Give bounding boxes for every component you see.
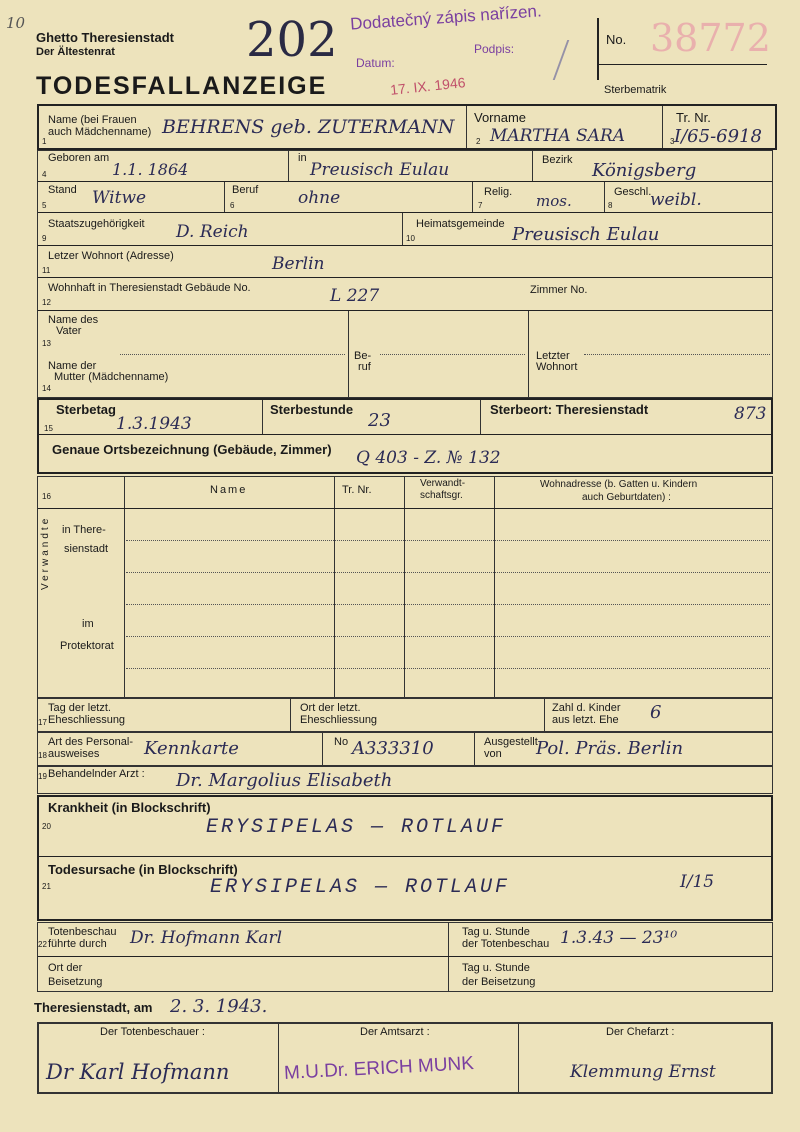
ausweis-value: Kennkarte [144,738,239,759]
sterbetag-label: Sterbetag [56,402,116,417]
geboren-label: Geboren am [48,152,110,164]
sig-totenbeschauer-label: Der Totenbeschauer : [100,1026,205,1038]
in-there-label-2: sienstadt [64,543,109,555]
sterbeort-label: Sterbeort: Theresienstadt [490,402,649,417]
no-underline [597,64,767,65]
row-number: 10 [406,234,415,243]
bezirk-value: Königsberg [592,160,697,181]
beschau-label: Totenbeschau [48,926,117,938]
trnr-value: I/65-6918 [674,126,762,147]
beschau-label-2: führte durch [48,938,107,950]
ehe-ort-label-2: Eheschliessung [300,714,378,726]
header-line [38,508,772,509]
row-line [38,245,772,246]
divider [288,150,289,182]
row-number: 1 [42,137,47,146]
bezirk-label: Bezirk [542,154,573,166]
divider [278,1022,279,1094]
divider [224,182,225,212]
ausgestellt-label-2: von [484,748,502,760]
divider [532,150,533,182]
row-line [39,856,771,857]
divider [544,698,545,732]
divider [402,213,403,245]
wohnort-line [584,354,770,355]
form-title: TODESFALLANZEIGE [36,72,328,100]
vater-line [120,354,345,355]
divider [262,400,263,434]
col-divider [404,476,405,698]
row-number: 19 [38,772,47,781]
beschau-value: Dr. Hofmann Karl [130,928,283,948]
sterbestunde-label: Sterbestunde [270,402,354,417]
vorname-value: MARTHA SARA [490,126,626,146]
staats-label: Staatszugehörigkeit [48,218,145,230]
geboren-value: 1.1. 1864 [112,160,189,179]
row-number: 11 [42,266,51,275]
stamp-datum: Datum: [356,56,395,70]
wohnort-value: Berlin [272,254,325,274]
name-value: BEHRENS geb. ZUTERMANN [162,116,455,138]
staats-value: D. Reich [176,222,249,242]
row-number: 5 [42,201,47,210]
im-label: im [82,618,94,630]
divider [472,182,473,212]
row-line [38,181,772,182]
krankheit-value: ERYSIPELAS — ROTLAUF [206,816,507,839]
row-line [39,434,771,435]
relig-value: mos. [536,192,572,210]
divider [322,732,323,766]
col-name: Name [210,484,248,496]
row-number: 4 [42,170,47,179]
kinder-label-2: aus letzt. Ehe [552,714,619,726]
heimat-label: Heimatsgemeinde [416,218,505,230]
place-date-value: 2. 3. 1943. [170,996,268,1017]
col-wohn-2: auch Geburtdaten) : [582,492,671,503]
ausgestellt-value: Pol. Präs. Berlin [536,738,684,759]
gebaeude-label: Wohnhaft in Theresienstadt Gebäude No. [48,282,251,294]
stand-label: Stand [48,184,77,196]
beschau-tag-value: 1.3.43 — 23¹⁰ [560,928,678,948]
divider [348,311,349,397]
stamp-date: 17. IX. 1946 [389,74,467,98]
arzt-value: Dr. Margolius Elisabeth [176,770,393,791]
row-number: 15 [44,424,53,433]
personal-frame [37,150,773,398]
mutter-label-2: Mutter (Mädchenname) [54,371,169,383]
beruf-parent-label: Be- [354,350,372,362]
divider [597,18,599,80]
ehe-tag-label-2: Eheschliessung [48,714,126,726]
todesursache-label: Todesursache (in Blockschrift) [48,862,238,877]
todesursache-value: ERYSIPELAS — ROTLAUF [210,876,511,899]
arzt-row [37,766,773,794]
marriage-row [37,698,773,732]
arzt-label: Behandelnder Arzt : [48,768,145,780]
row-number: 16 [42,492,51,501]
name-label: Name (bei Frauen auch Mädchenname) [48,114,152,138]
stamp-line: Dodatečný zápis nařízen. [349,1,543,34]
beruf-value: ohne [298,188,341,208]
divider [474,732,475,766]
in-label: in [298,152,307,164]
beisetzung-ort-label-2: Beisetzung [48,976,103,988]
letzter-wohnort-label: Letzter [536,350,570,362]
beisetzung-tag-label-2: der Beisetzung [462,976,536,988]
wohnort-label: Letzer Wohnort (Adresse) [48,250,174,262]
vater-label: Name des [48,314,99,326]
sig-chefarzt: Klemmung Ernst [570,1062,716,1082]
row-number: 21 [42,882,51,891]
geschl-label: Geschl. [614,186,652,198]
col-trnr: Tr. Nr. [342,484,372,496]
row-number: 20 [42,822,51,831]
row-number: 8 [608,201,613,210]
ausweis-no-value: A333310 [352,738,434,759]
divider [528,311,529,397]
row-line [38,277,772,278]
geschl-value: weibl. [650,190,702,210]
row-number: 2 [476,137,481,146]
row-number: 13 [42,339,51,348]
row-line [38,310,772,311]
sterbematrik-label: Sterbematrik [604,84,667,96]
rel-line [126,604,770,605]
rel-line [126,636,770,637]
row-line [38,956,772,957]
beschau-tag-label: Tag u. Stunde [462,926,530,938]
beruf-line [380,354,525,355]
ausweis-label: Art des Personal- [48,736,133,748]
stamp-podpis: Podpis: [474,42,515,56]
divider [290,698,291,732]
page-mark: 10 [6,14,26,32]
no-label: No. [606,32,627,47]
row-number: 22 [38,940,47,949]
rel-line [126,668,770,669]
row-number: 12 [42,298,51,307]
org-name: Ghetto Theresienstadt [36,30,174,45]
ehe-tag-label: Tag der letzt. [48,702,111,714]
genau-label: Genaue Ortsbezeichnung (Gebäude, Zimmer) [52,442,332,457]
relig-label: Relig. [484,186,513,198]
beschau-tag-label-2: der Totenbeschau [462,938,550,950]
col-verw: Verwandt-schaftsgr. [420,478,466,501]
divider [480,400,481,434]
registry-number: 202 [246,12,338,68]
in-value: Preusisch Eulau [310,160,450,180]
org-council: Der Ältestenrat [36,46,115,58]
letzter-wohnort-label-2: Wohnort [536,361,578,373]
divider [466,106,467,148]
row-number: 7 [478,201,483,210]
vater-label-2: Vater [56,325,82,337]
mutter-label: Name der [48,360,97,372]
verwandte-side: Verwandte [40,515,51,590]
kinder-value: 6 [650,702,662,723]
zimmer-label: Zimmer No. [530,284,588,296]
divider [448,922,449,992]
trnr-label: Tr. Nr. [676,110,711,125]
col-divider [334,476,335,698]
kinder-label: Zahl d. Kinder [552,702,621,714]
todesursache-mark: I/15 [680,872,715,892]
genau-value: Q 403 - Z. № 132 [356,448,501,468]
col-wohn: Wohnadresse (b. Gatten u. Kindern [540,479,698,490]
divider [662,106,663,148]
sig-totenbeschauer: Dr Karl Hofmann [46,1060,230,1084]
col-divider [124,476,125,698]
ausweis-label-2: ausweises [48,748,100,760]
rel-line [126,540,770,541]
sterbeort-value: 873 [734,404,767,424]
ausweis-no-label: No [334,736,349,748]
ehe-ort-label: Ort der letzt. [300,702,361,714]
gebaeude-value: L 227 [330,286,380,306]
in-there-label: in There- [62,524,106,536]
beisetzung-ort-label: Ort der [48,962,83,974]
row-number: 14 [42,384,51,393]
sig-amtsarzt-stamp: M.U.Dr. ERICH MUNK [283,1053,475,1084]
heimat-value: Preusisch Eulau [512,224,660,245]
place-date-label: Theresienstadt, am [34,1000,153,1015]
row-number: 6 [230,201,235,210]
beisetzung-tag-label: Tag u. Stunde [462,962,530,974]
row-number: 18 [38,751,47,760]
row-number: 17 [38,718,47,727]
beruf-parent-label-2: ruf [358,361,371,373]
sig-chefarzt-label: Der Chefarzt : [606,1026,675,1038]
relatives-table [37,476,773,698]
protektorat-label: Protektorat [60,640,114,652]
krankheit-label: Krankheit (in Blockschrift) [48,800,211,815]
vorname-label: Vorname [474,110,527,125]
ausgestellt-label: Ausgestellt [484,736,538,748]
stand-value: Witwe [92,188,147,208]
row-number: 9 [42,234,47,243]
col-divider [494,476,495,698]
divider [604,182,605,212]
rel-line [126,572,770,573]
matrik-number: 38772 [650,16,771,60]
sterbestunde-value: 23 [368,410,391,431]
sterbetag-value: 1.3.1943 [116,414,192,434]
row-line [38,212,772,213]
beruf-label: Beruf [232,184,259,196]
sig-amtsarzt-label: Der Amtsarzt : [360,1026,430,1038]
divider [518,1022,519,1094]
row-number: 3 [670,137,675,146]
